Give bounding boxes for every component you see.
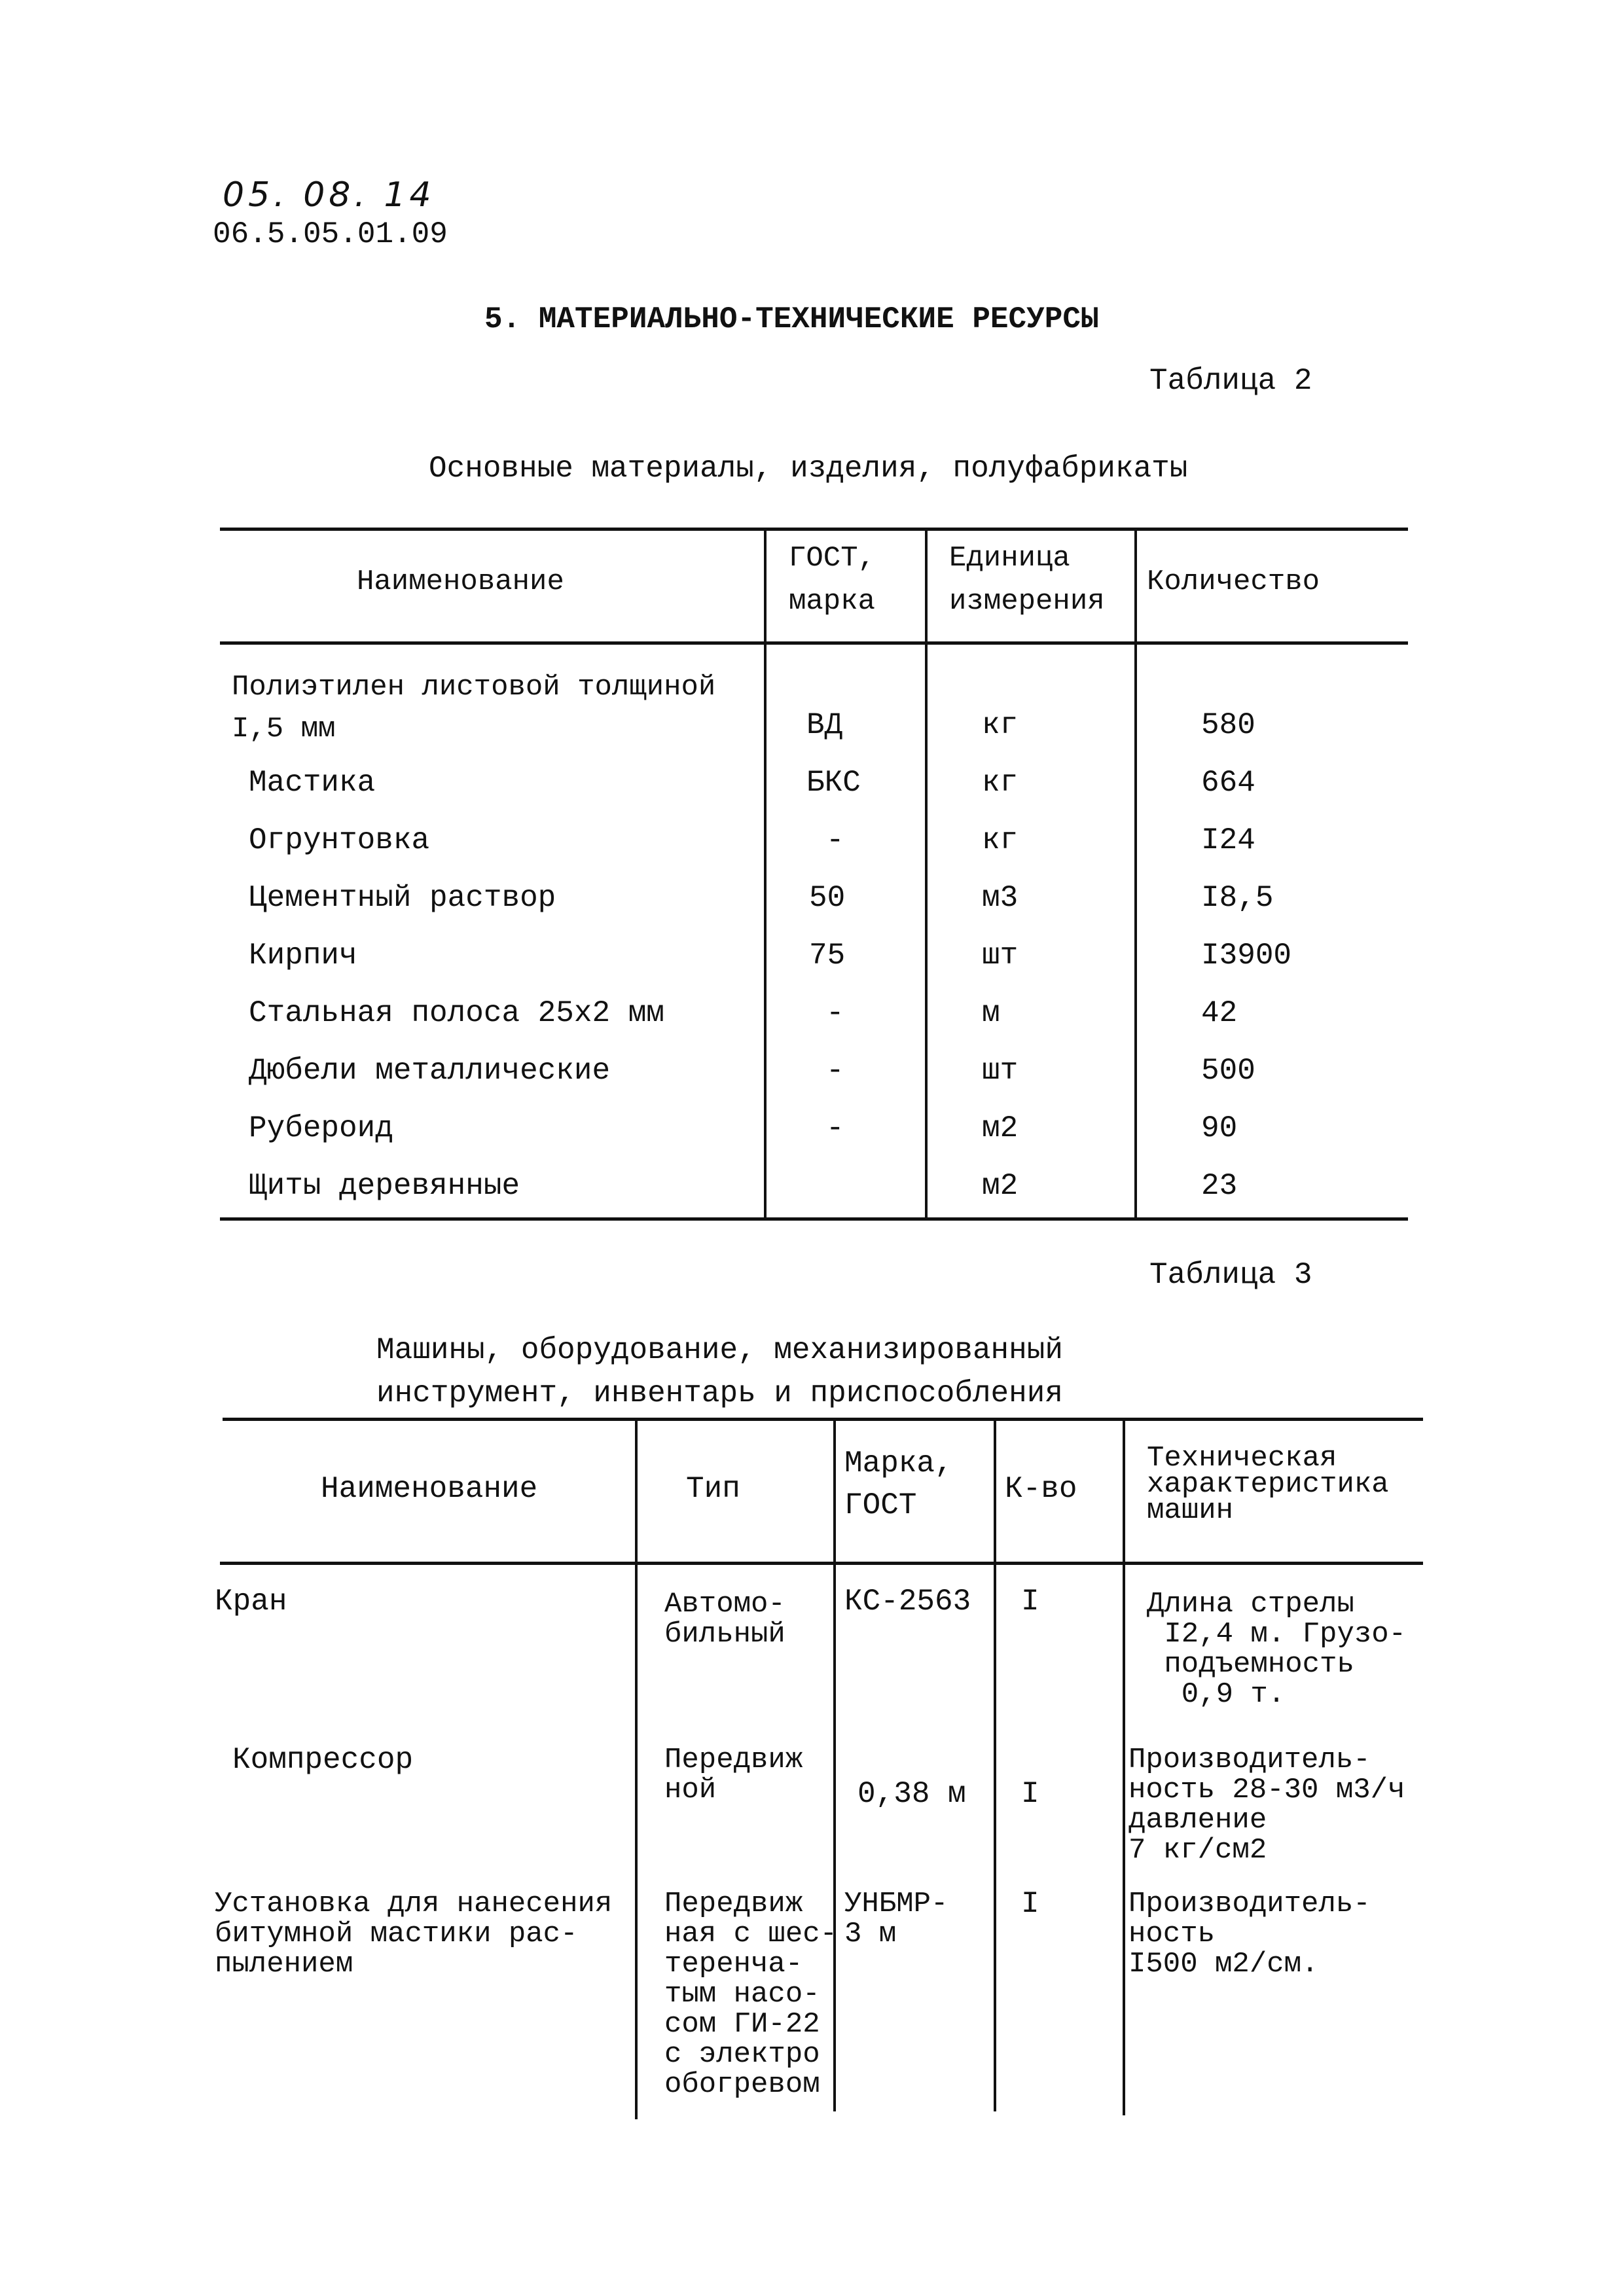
- table2-cell-gost: 75: [809, 939, 846, 973]
- table2-cell-gost: -: [826, 1054, 844, 1088]
- table2-cell-unit: шт: [982, 939, 1019, 973]
- table2-bottom-rule: [220, 1217, 1408, 1221]
- table2-cell-unit: шт: [982, 1054, 1019, 1088]
- table3-cell-name: Установка для нанесения битумной мастики рас- пылением: [215, 1888, 613, 1981]
- table3-header-rule: [220, 1562, 1423, 1565]
- table2-cell-qty: 580: [1201, 708, 1255, 742]
- table3-cell-name: Компрессор: [232, 1743, 414, 1777]
- table2-col-divider: [925, 528, 928, 1220]
- table2-cell-unit: м: [982, 996, 1000, 1030]
- table3-top-rule: [223, 1418, 1423, 1421]
- table2-cell-gost: БКС: [806, 766, 861, 800]
- table2-cell-qty: 90: [1201, 1111, 1238, 1145]
- table3-cell-spec: Производитель- ность 28-30 м3/ч давление 7 кг/см2: [1128, 1744, 1405, 1867]
- document-number: 06.5.05.01.09: [213, 217, 448, 251]
- table2-cell-unit: м2: [982, 1111, 1019, 1145]
- table2-cell-name: Мастика: [249, 766, 376, 800]
- table3-cell-type: Передвиж ная с шес- теренча- тым насо- сом ГИ-22 с электро обогревом: [664, 1888, 838, 2101]
- table2-header-rule: [220, 641, 1408, 645]
- table2-col-divider: [764, 528, 767, 1220]
- table2-cell-gost: -: [826, 996, 844, 1030]
- table2-label: Таблица 2: [1149, 364, 1312, 398]
- table2-header-gost: ГОСТ, марка: [789, 542, 876, 618]
- table2-caption: Основные материалы, изделия, полуфабрикаты: [429, 452, 1188, 486]
- table2-cell-gost: ВД: [806, 708, 843, 742]
- table2-cell-qty: 664: [1201, 766, 1255, 800]
- table3-cell-count: I: [1021, 1777, 1039, 1811]
- table2-cell-name: Дюбели металлические: [249, 1054, 611, 1088]
- table2-header-unit: Единица измерения: [949, 542, 1105, 618]
- handwritten-code: 05. 08. 14: [223, 175, 435, 215]
- table3-cell-name: Кран: [215, 1585, 287, 1619]
- table2-cell-name: Рубероид: [249, 1111, 393, 1145]
- table3-cell-brand: УНБМР- 3 м: [844, 1888, 948, 1950]
- table3-cell-count: I: [1021, 1887, 1039, 1921]
- table3-header-type: Тип: [686, 1472, 740, 1506]
- table2-cell-qty: I8,5: [1201, 881, 1274, 915]
- table3-col-divider: [994, 1418, 996, 2111]
- table3-header-spec: Техническая характеристика машин: [1147, 1442, 1389, 1527]
- table3-col-divider: [1123, 1418, 1125, 2115]
- table3-header-name: Наименование: [321, 1472, 538, 1506]
- table2-cell-name: Полиэтилен листовой толщиной I,5 мм: [232, 671, 716, 745]
- table2-cell-name: Кирпич: [249, 939, 357, 973]
- table2-cell-name: Огрунтовка: [249, 823, 430, 857]
- table2-cell-gost: 50: [809, 881, 846, 915]
- table2-cell-qty: I24: [1201, 823, 1255, 857]
- table3-label: Таблица 3: [1149, 1258, 1312, 1292]
- table2-cell-gost: -: [826, 823, 844, 857]
- table3-col-divider: [635, 1418, 638, 2119]
- table3-cell-brand: КС-2563: [844, 1585, 971, 1619]
- table3-cell-spec: Производитель- ность I500 м2/см.: [1128, 1888, 1371, 1981]
- table2-cell-qty: 500: [1201, 1054, 1255, 1088]
- table2-header-qty: Количество: [1147, 565, 1320, 598]
- table2-cell-unit: кг: [982, 766, 1019, 800]
- table3-caption: Машины, оборудование, механизированный инструмент, инвентарь и приспособления: [376, 1333, 1063, 1410]
- table3-cell-spec: Длина стрелы I2,4 м. Грузо- подъемность 0,9 т.: [1147, 1588, 1407, 1711]
- table2-cell-qty: 23: [1201, 1169, 1238, 1203]
- table2-cell-qty: 42: [1201, 996, 1238, 1030]
- table2-cell-name: Стальная полоса 25х2 мм: [249, 996, 664, 1030]
- section-title: 5. МАТЕРИАЛЬНО-ТЕХНИЧЕСКИЕ РЕСУРСЫ: [484, 302, 1099, 336]
- table2-cell-unit: м3: [982, 881, 1019, 915]
- table2-cell-unit: кг: [982, 708, 1019, 742]
- table2-header-name: Наименование: [357, 565, 564, 598]
- table2-cell-name: Щиты деревянные: [249, 1169, 520, 1203]
- table3-cell-count: I: [1021, 1585, 1039, 1619]
- table3-cell-type: Передвиж ной: [664, 1744, 803, 1806]
- table3-header-count: К-во: [1005, 1472, 1077, 1506]
- table2-cell-unit: м2: [982, 1169, 1019, 1203]
- table2-col-divider: [1134, 528, 1137, 1220]
- table3-cell-type: Автомо- бильный: [664, 1588, 785, 1651]
- table2-cell-qty: I3900: [1201, 939, 1292, 973]
- table2-cell-name: Цементный раствор: [249, 881, 556, 915]
- table3-cell-brand: 0,38 м: [857, 1777, 966, 1811]
- table3-header-brand: Марка, ГОСТ: [844, 1446, 953, 1522]
- table2-cell-unit: кг: [982, 823, 1019, 857]
- table2-top-rule: [220, 528, 1408, 531]
- table2-cell-gost: -: [826, 1111, 844, 1145]
